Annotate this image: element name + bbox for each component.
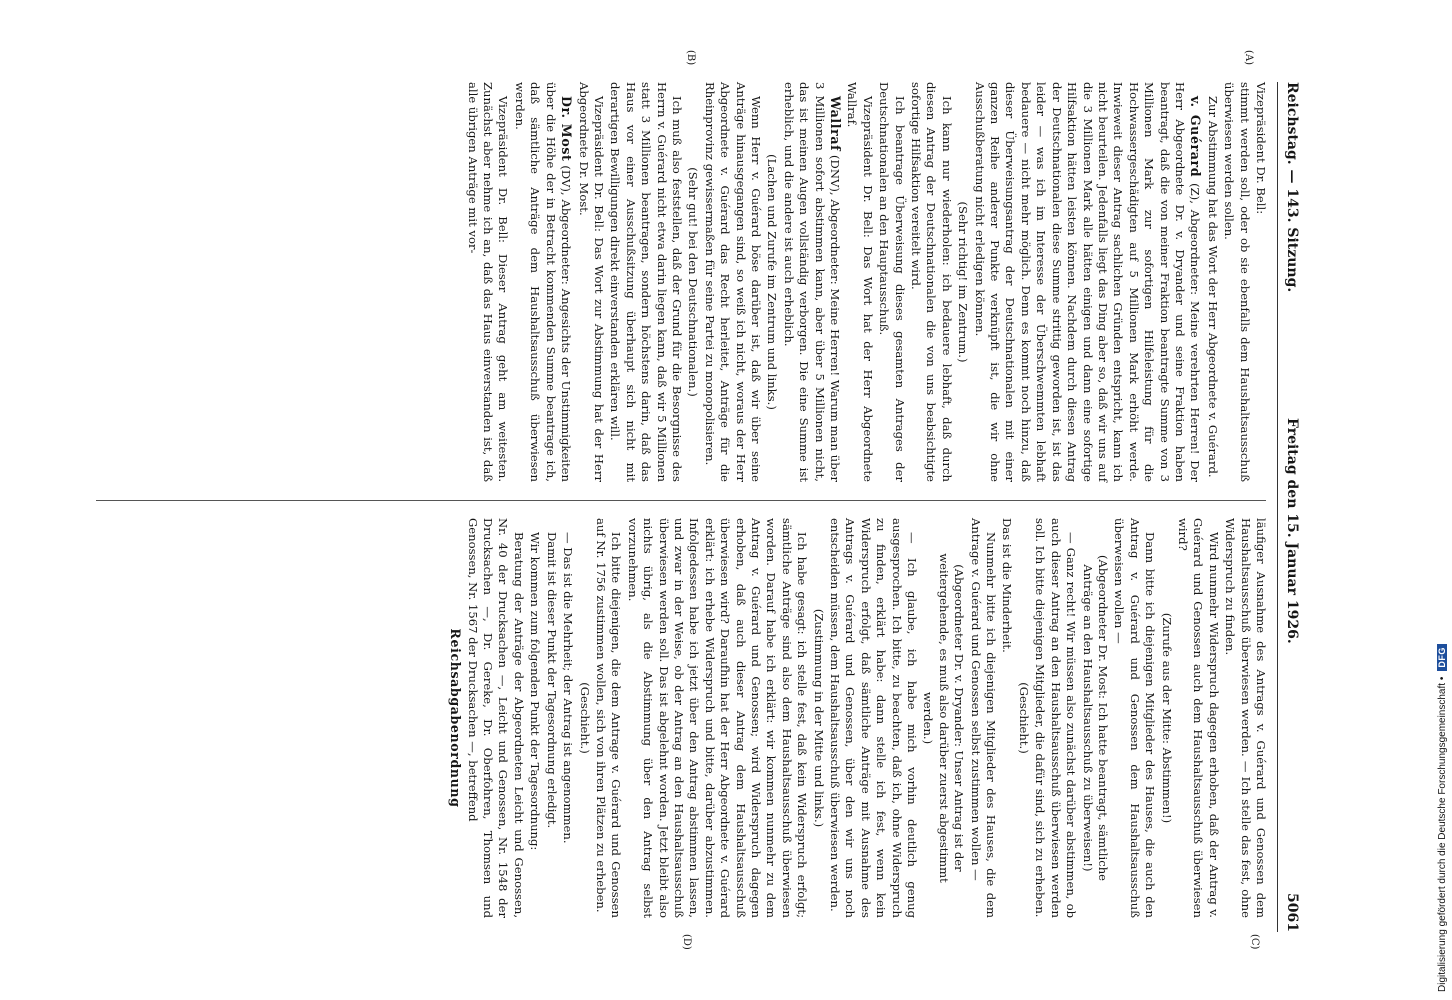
paragraph: Wenn Herr v. Guérard böse darüber ist, daß wir über seine Anträge hinausgegangen sind, so weiß ich nicht, woraus der Herr Abgeordnete v. Guérard das Recht herleitet, Anträge für die Rheinprovinz gewissermaßen für seine Partei zu monopolisieren. <box>702 82 763 482</box>
speech-text: Meine verehrten Herren! Der Herr Abgeordnete Dr. v. Dryander und seine Fraktion haben beantragt, daß die von meiner Fraktion beantragte Summe von 3 Millionen Mark zur sofortigen Hilfeleistung für die Hochwassergeschädigten auf 5 Millionen Mark erhöht werde. Inwieweit dieser Antrag sachlichen Gründen entspricht, kann ich nicht beurteilen. Jedenfalls liegt das Ding aber so, daß wir uns auf die 3 Millionen Mark alle hätten einigen und dann eine sofortige Hilfsaktion hätten leisten können. Nachdem durch diesen Antrag der Deutschnationalen diese Summe strittig geworden ist, ist das leider — was ich im Interesse der Überschwemmten lebhaft bedauere — nicht mehr möglich. Denn es kommt noch hinzu, daß dieser Überweisungsantrag der Deutschnationalen mit einer ganzen Reihe anderer Punkte verknüpft ist, die wir ohne Ausschußberatung nicht erledigen können. <box>972 82 1203 482</box>
speaker-name: v. Guérard <box>1188 96 1204 178</box>
speaker-name: Dr. Most <box>559 96 575 162</box>
speaker-name: Wallraf <box>828 96 844 152</box>
paragraph <box>1253 82 1268 482</box>
paragraph: Ich muß also feststellen, daß der Grund für die Besorgnisse des Herrn v. Guérard nicht etwa darin liegen kann, daß wir 5 Millionen statt 3 Millionen beantragen, sondern höchstens darin, daß das Haus vor einer Ausschußsitzung überhaupt sich nicht mit derartigen Bewilligungen direkt einverstanden erklären will. <box>608 82 684 482</box>
paragraph: Ich bitte diejenigen, die dem Antrage v. Guérard und Genossen auf Nr. 1756 zustimmen wollen, sich von ihren Plätzen zu erheben. <box>593 518 624 918</box>
interjection: (Lachen und Zurufe im Zentrum und links.) <box>765 154 780 410</box>
column-divider <box>96 500 1266 501</box>
page-header <box>1277 82 1300 932</box>
page-number: 5061 <box>1284 893 1300 932</box>
speaker-tag: Vizepräsident Dr. Bell: <box>1254 82 1268 215</box>
paragraph: Dann bitte ich diejenigen Mitglieder des Hauses, die auch den Antrag v. Guérard und Genossen dem Haushaltsausschuß überweisen wollen — <box>1112 518 1158 918</box>
paragraph: läufiger Ausnahme des Antrags v. Guérard und Genossen dem Haushaltsausschuß überwiesen werden. — Ich stelle das fest, ohne Widerspruch zu finden. <box>1223 518 1268 918</box>
paragraph: Damit ist dieser Punkt der Tagesordnung erledigt. <box>544 532 559 829</box>
header-session: Reichstag. — 143. Sitzung. <box>1284 82 1300 293</box>
page-content <box>84 50 1300 950</box>
interjection: (Abgeordneter Dr. Most: Ich hatte beantragt, sämtliche Anträge an den Haushaltsausschuß zu überweisen!) <box>1080 554 1110 882</box>
paragraph: Ich beantrage Überweisung dieses gesamten Antrages der Deutschnationalen an den Hauptausschuß. <box>877 82 907 482</box>
speaker-party: (Z), Abgeordneter: <box>1188 183 1203 296</box>
paragraph: Ich habe gesagt: ich stelle fest, daß kein Widerspruch erfolgt; sämtliche Anträge sind also dem Haushaltsausschuß überwiesen worden. Darauf habe ich erklärt: wir kommen nunmehr zu dem Antrag v. Guérard und Genossen; wird Widerspruch dagegen erhoben, daß auch dieser Antrag dem Haushaltsausschuß überwiesen wird? Daraufhin hat der Herr Abgeordnete v. Guérard erklärt: ich erhebe Widerspruch und bitte, darüber abzustimmen. Infolgedessen habe ich jetzt über den Antrag abstimmen lassen, und zwar in der Weise, ob der Antrag an den Haushaltsausschuß überwiesen werden soll. Das ist abgelehnt worden. Jetzt bleibt also nichts übrig, als die Abstimmung über den Antrag selbst vorzunehmen. <box>625 518 810 918</box>
interjection: (Sehr richtig! im Zentrum.) <box>956 201 971 363</box>
header-date: Freitag den 15. Januar 1926. <box>1284 418 1300 644</box>
interjection: (Zurufe aus der Mitte: Abstimmen!) <box>1159 612 1174 824</box>
interjection: (Sehr gut! bei den Deutschnationalen.) <box>686 167 701 397</box>
paragraph: stimmt werden soll, oder ob sie ebenfalls dem Haushaltsausschuß überwiesen werden sollen. <box>1222 82 1252 482</box>
paragraph: — Ich glaube, ich habe mich vorhin deutlich genug ausgesprochen. Ich bitte, zu beachten, daß ich, ohne Widerspruch zu finden, erklärt habe: dann stelle ich fest, wenn kein Widerspruch erfolgt, daß sämtliche Anträge mit Ausnahme des Antrags v. Guérard und Genossen, über den wir uns noch entscheiden müssen, dem Haushaltsausschuß überwiesen werden. <box>828 518 920 918</box>
credit-text: Digitalisierung gefördert durch die Deutsche Forschungsgemeinschaft • <box>1436 676 1448 992</box>
speech-text: Angesichts der Unstimmigkeiten über die Höhe der in Betracht kommenden Summe beantrage ich, daß sämtliche Anträge dem Haushaltsausschuß überwiesen werden. <box>512 82 574 482</box>
interjection: (Zustimmung in der Mitte und links.) <box>811 608 826 828</box>
agenda-item-title <box>447 518 463 918</box>
paragraph: Wir kommen zum folgenden Punkt der Tagesordnung: <box>528 532 543 851</box>
left-column <box>90 82 1268 482</box>
paragraph: Das ist die Minderheit. <box>1000 518 1015 653</box>
agenda-title-text: Reichsabgabenordnung <box>448 628 464 808</box>
right-column <box>90 518 1268 918</box>
paragraph: Zur Abstimmung hat das Wort der Herr Abgeordnete v. Guérard. <box>1205 96 1220 478</box>
paragraph <box>780 82 843 482</box>
paragraph: Nunmehr bitte ich diejenigen Mitglieder des Hauses, die dem Antrage v. Guérard und Genossen selbst zustimmen wollen — <box>968 518 999 918</box>
margin-mark-c: (C) <box>1249 934 1260 950</box>
paragraph <box>512 82 575 482</box>
interjection: (Geschieht.) <box>1016 682 1031 754</box>
paragraph: Beratung der Anträge der Abgeordneten Leicht und Genossen, Nr. 40 der Drucksachen —, Leicht und Genossen, Nr. 1548 der Drucksachen —, Dr. Gereke, Dr. Oberfohren, Thomsen und Genossen, Nr. 1567 der Drucksachen —, betreffend <box>465 518 526 918</box>
paragraph: Vizepräsident Dr. Bell: Dieser Antrag geht am weitesten. Zunächst aber nehme ich an, daß das Haus einverstanden ist, daß alle übrigen Anträge mit vor- <box>465 82 511 482</box>
speaker-party: (DV), Abgeordneter: <box>559 165 574 285</box>
margin-mark-d: (D) <box>681 934 692 950</box>
interjection: (Geschieht.) <box>577 682 592 754</box>
speaker-party: (DNV), Abgeordneter: <box>828 155 843 285</box>
paragraph: Vizepräsident Dr. Bell: Das Wort hat der Herr Abgeordnete Wallraf. <box>845 82 875 482</box>
interjection: (Abgeordneter Dr. v. Dryander: Unser Antrag ist der weitergehende, es muß also darüber zuerst abgestimmt werden.) <box>921 553 967 883</box>
margin-mark-a: (A) <box>1243 50 1254 66</box>
speech-text: Meine Herren! Warum man über 3 Millionen sofort abstimmen kann, aber über 5 Millionen nicht, das ist meinen Augen vollständig verborgen. Die eine Summe ist erheblich, und die andere ist auch erheblich. <box>781 82 843 483</box>
paragraph: Vizepräsident Dr. Bell: Das Wort zur Abstimmung hat der Herr Abgeordnete Dr. Most. <box>576 82 606 482</box>
paragraph: Ich kann nur wiederholen: ich bedauere lebhaft, daß durch diesen Antrag der Deutschnationalen die von uns beabsichtigte sofortige Hilfsaktion vereitelt wird. <box>909 82 954 482</box>
paragraph: — Das ist die Mehrheit; der Antrag ist angenommen. <box>561 532 576 844</box>
paragraph: Wird nunmehr Widerspruch dagegen erhoben, daß der Antrag v. Guérard und Genossen auch dem Haushaltsausschuß überwiesen wird? <box>1175 518 1221 918</box>
paragraph <box>971 82 1203 482</box>
scanned-page <box>84 50 1300 952</box>
paragraph: — Ganz recht! Wir müssen also zunächst darüber abstimmen, ob auch dieser Antrag an den Haushaltsausschuß überwiesen werden soll. Ich bitte diejenigen Mitglieder, die dafür sind, sich zu erheben. <box>1033 518 1079 918</box>
digitization-credit <box>1412 8 1448 992</box>
dfg-logo: DFG <box>1437 644 1447 671</box>
margin-mark-b: (B) <box>685 50 696 66</box>
